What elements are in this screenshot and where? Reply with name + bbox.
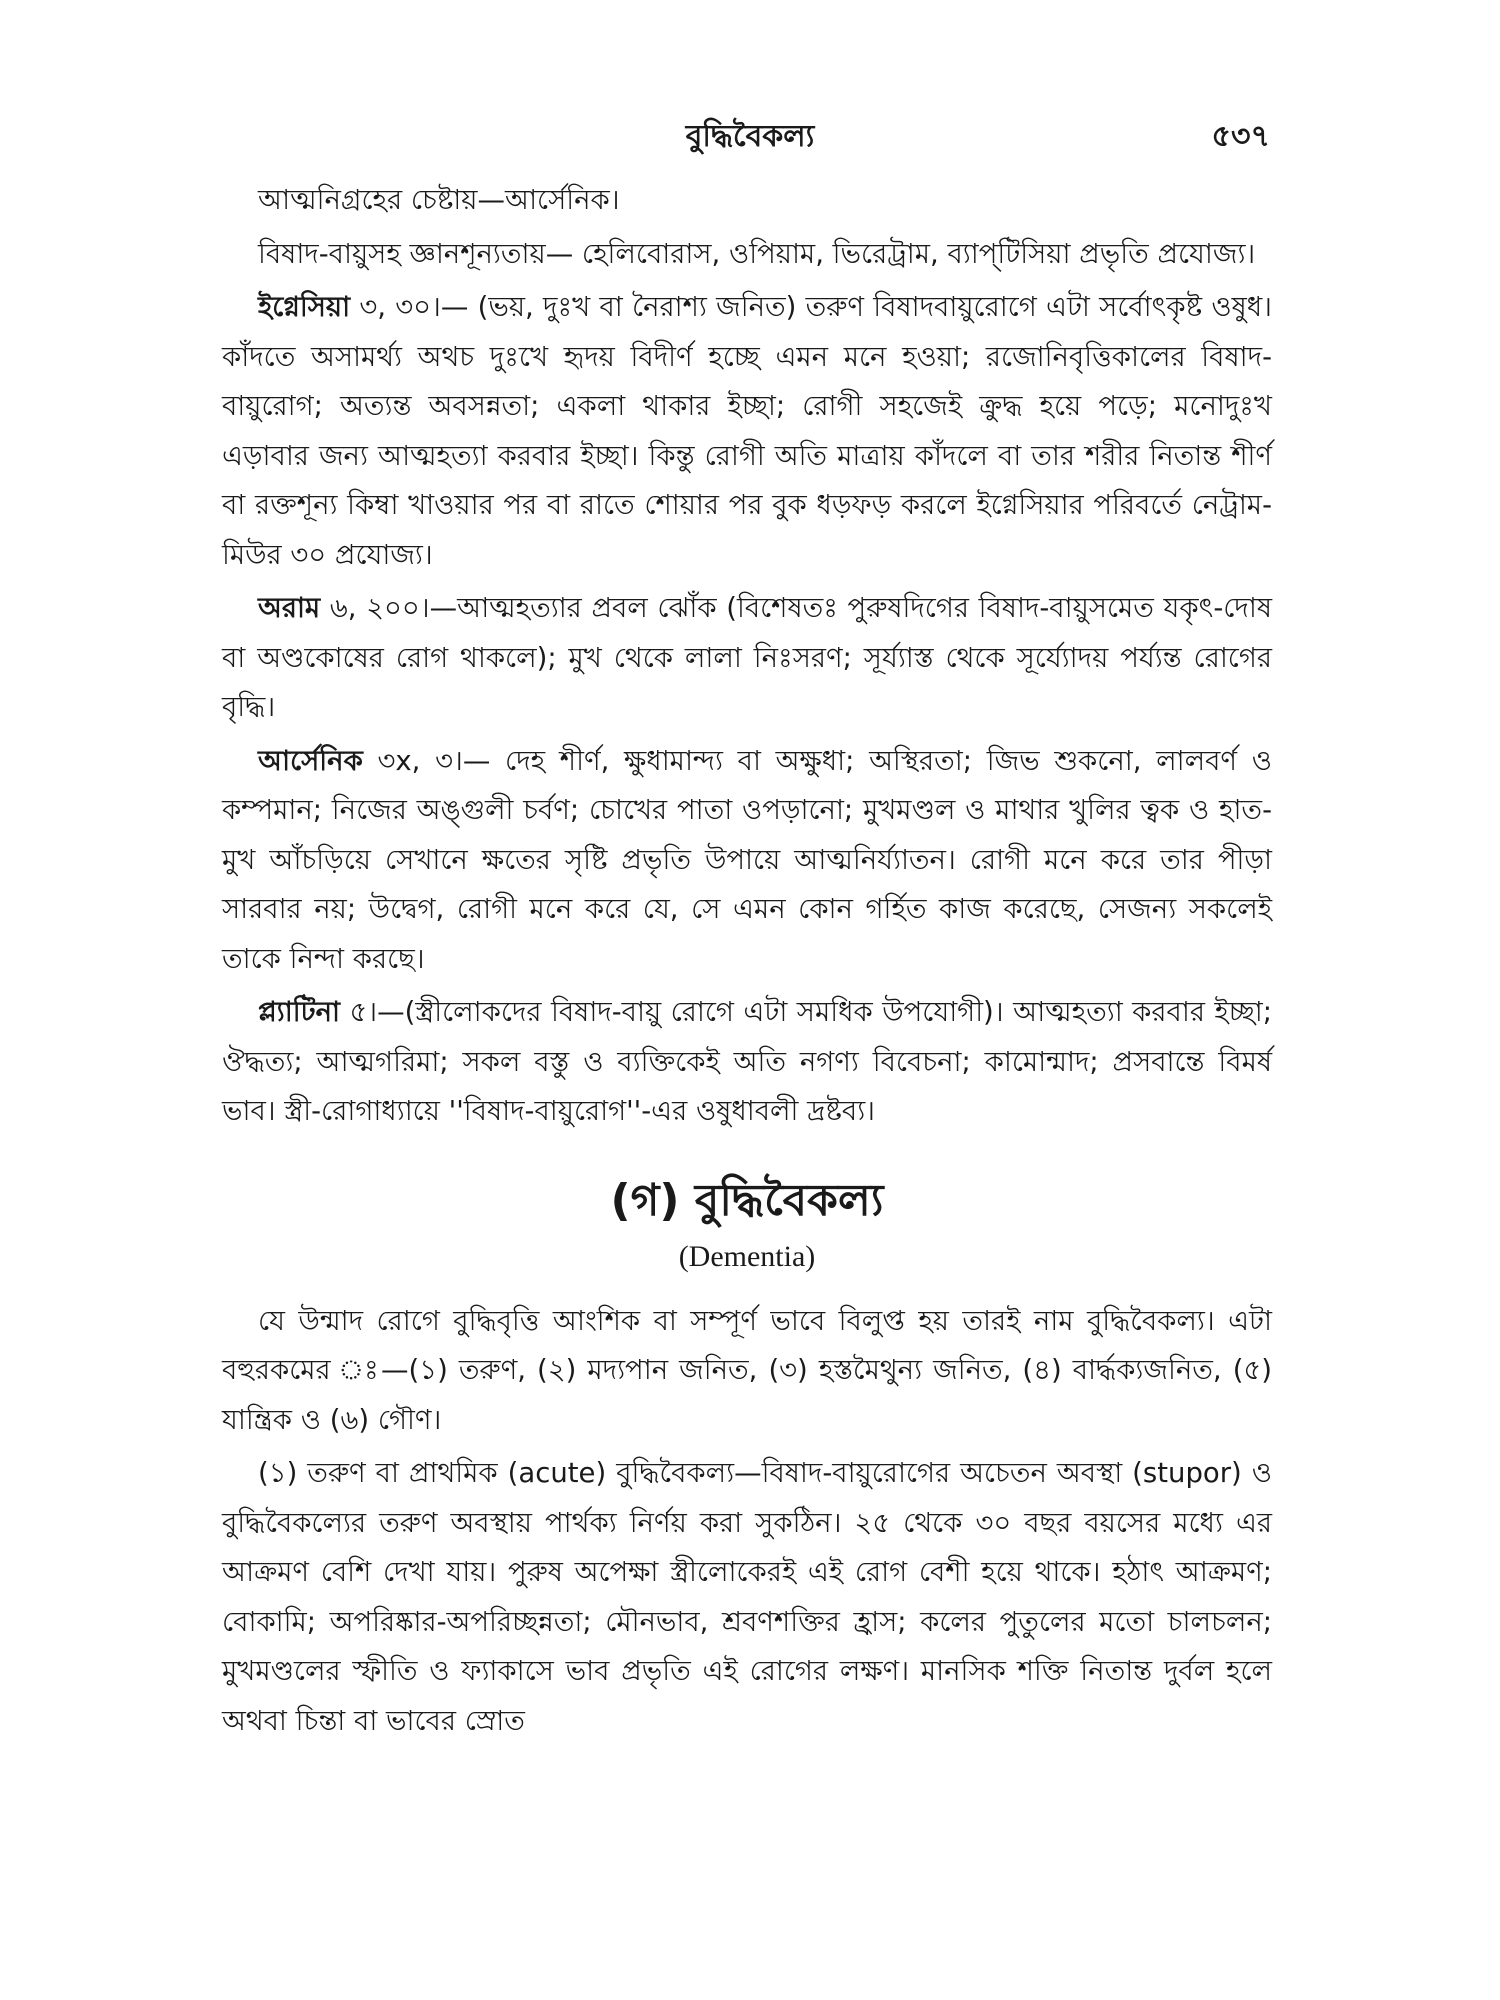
section-subtitle: (Dementia) bbox=[678, 1239, 816, 1273]
remedy-text: ৩x, ৩।— দেহ শীর্ণ, ক্ষুধামান্দ্য বা অক্ষুধা; অস্থিরতা; জিভ শুকনো, লালবর্ণ ও কম্পমান; নিজের অঙ্গুলী চর্বণ; চোখের পাতা ওপড়ানো; মুখমণ্ডল ও মাথার খুলির ত্বক ও হাত-মুখ আঁচড়িয়ে সেখানে ক্ষতের সৃষ্টি প্রভৃতি উপায়ে আত্মনির্য্যাতন। রোগী মনে করে তার পীড়া সারবার নয়; উদ্বেগ, রোগী মনে করে যে, সে এমন কোন গর্হিত কাজ করেছে, সেজন্য সকলেই তাকে নিন্দা করছে। bbox=[222, 744, 1272, 975]
remedy-name: আর্সেনিক bbox=[258, 744, 363, 777]
section-title: (গ) বুদ্ধিবৈকল্য bbox=[610, 1174, 884, 1226]
paragraph-dementia-intro: যে উন্মাদ রোগে বুদ্ধিবৃত্তি আংশিক বা সম্পূর্ণ ভাবে বিলুপ্ত হয় তারই নাম বুদ্ধিবৈকল্য। এটা বহুরকমের ঃ—(১) তরুণ, (২) মদ্যপান জনিত, (৩) হস্তমৈথুন্য জনিত, (৪) বার্দ্ধক্যজনিত, (৫) যান্ত্রিক ও (৬) গৌণ। bbox=[222, 1304, 1272, 1436]
paragraph-acute-dementia: (১) তরুণ বা প্রাথমিক (acute) বুদ্ধিবৈকল্য—বিষাদ-বায়ুরোগের অচেতন অবস্থা (stupor) ও বুদ্ধিবৈকল্যের তরুণ অবস্থায় পার্থক্য নির্ণয় করা সুকঠিন। ২৫ থেকে ৩০ বছর বয়সের মধ্যে এর আক্রমণ বেশি দেখা যায়। পুরুষ অপেক্ষা স্ত্রীলোকেরই এই রোগ বেশী হয়ে থাকে। হঠাৎ আক্রমণ; বোকামি; অপরিষ্কার-অপরিচ্ছন্নতা; মৌনভাব, শ্রবণশক্তির হ্রাস; কলের পুতুলের মতো চালচলন; মুখমণ্ডলের স্ফীতি ও ফ্যাকাসে ভাব প্রভৃতি এই রোগের লক্ষণ। মানসিক শক্তি নিতান্ত দুর্বল হলে অথবা চিন্তা বা ভাবের স্রোত bbox=[222, 1457, 1272, 1737]
remedy-platina bbox=[222, 988, 1272, 1137]
paragraph-melancholia-stupor: বিষাদ-বায়ুসহ জ্ঞানশূন্যতায়— হেলিবোরাস, ওপিয়াম, ভিরেট্রাম, ব্যাপ্‌টিসিয়া প্রভৃতি প্রযোজ্য। bbox=[258, 237, 1256, 270]
remedy-name: প্ল্যাটিনা bbox=[258, 996, 340, 1028]
remedy-text: ৩, ৩০।— (ভয়, দুঃখ বা নৈরাশ্য জনিত) তরুণ বিষাদবায়ুরোগে এটা সর্বোৎকৃষ্ট ওষুধ। কাঁদতে অসামর্থ্য অথচ দুঃখে হৃদয় বিদীর্ণ হচ্ছে এমন মনে হওয়া; রজোনিবৃত্তিকালের বিষাদ-বায়ুরোগ; অত্যন্ত অবসন্নতা; একলা থাকার ইচ্ছা; রোগী সহজেই ক্রুদ্ধ হয়ে পড়ে; মনোদুঃখ এড়াবার জন্য আত্মহত্যা করবার ইচ্ছা। কিন্তু রোগী অতি মাত্রায় কাঁদলে বা তার শরীর নিতান্ত শীর্ণ বা রক্তশূন্য কিম্বা খাওয়ার পর বা রাতে শোয়ার পর বুক ধড়ফড় করলে ইগ্নেসিয়ার পরিবর্তে নেট্রাম-মিউর ৩০ প্রযোজ্য। bbox=[222, 291, 1272, 571]
remedy-text: ৬, ২০০।—আত্মহত্যার প্রবল ঝোঁক (বিশেষতঃ পুরুষদিগের বিষাদ-বায়ুসমেত যকৃৎ-দোষ বা অণ্ডকোষের রোগ থাকলে); মুখ থেকে লালা নিঃসরণ; সূর্য্যাস্ত থেকে সূর্য্যোদয় পর্য্যন্ত রোগের বৃদ্ধি। bbox=[222, 592, 1272, 723]
page-number: ৫৩৭ bbox=[1211, 119, 1270, 154]
remedy-ignatia bbox=[222, 283, 1272, 580]
remedy-arsenic bbox=[222, 737, 1272, 985]
page-body bbox=[222, 176, 1272, 1750]
remedy-name: ইগ্নেসিয়া bbox=[258, 291, 351, 323]
paragraph-self-torture: আত্মনিগ্রহের চেষ্টায়—আর্সেনিক। bbox=[258, 184, 620, 216]
page-header bbox=[230, 108, 1270, 158]
remedy-aurum bbox=[222, 584, 1272, 733]
running-head: বুদ্ধিবৈকল্য bbox=[685, 119, 815, 154]
remedy-text: ৫।—(স্ত্রীলোকদের বিষাদ-বায়ু রোগে এটা সমধিক উপযোগী)। আত্মহত্যা করবার ইচ্ছা; ঔদ্ধত্য; আত্মগরিমা; সকল বস্তু ও ব্যক্তিকেই অতি নগণ্য বিবেচনা; কামোন্মাদ; প্রসবান্তে বিমর্ষ ভাব। স্ত্রী-রোগাধ্যায়ে ''বিষাদ-বায়ুরোগ''-এর ওষুধাবলী দ্রষ্টব্য। bbox=[222, 996, 1272, 1127]
remedy-name: অরাম bbox=[258, 592, 321, 624]
